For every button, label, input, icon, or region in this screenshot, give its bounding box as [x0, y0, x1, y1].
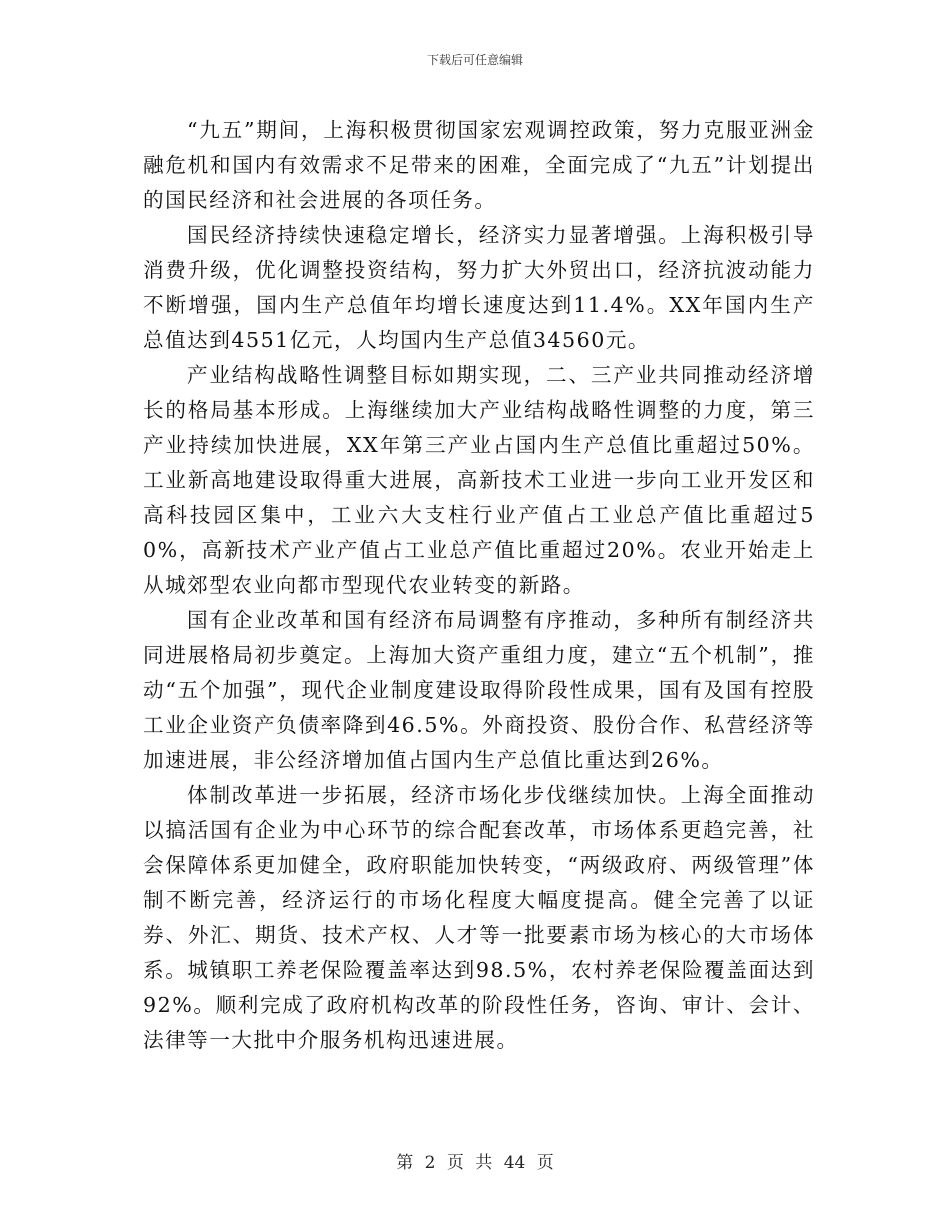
- paragraph: 体制改革进一步拓展，经济市场化步伐继续加快。上海全面推动以搞活国有企业为中心环节的综合配套改革，市场体系更趋完善，社会保障体系更加健全，政府职能加快转变，“两级政府、两级管理”体制不断完善，经济运行的市场化程度大幅度提高。健全完善了以证券、外汇、期货、技术产权、人才等一批要素市场为核心的大市场体系。城镇职工养老保险覆盖率达到98.5%，农村养老保险覆盖面达到92%。顺利完成了政府机构改革的阶段性任务，咨询、审计、会计、法律等一大批中介服务机构迅速进展。: [143, 783, 815, 1052]
- paragraph: 国民经济持续快速稳定增长，经济实力显著增强。上海积极引导消费升级，优化调整投资结构，努力扩大外贸出口，经济抗波动能力不断增强，国内生产总值年均增长速度达到11.4%。XX年国内生产总值达到4551亿元，人均国内生产总值34560元。: [143, 223, 815, 352]
- paragraph: “九五”期间，上海积极贯彻国家宏观调控政策，努力克服亚洲金融危机和国内有效需求不足带来的困难，全面完成了“九五”计划提出的国民经济和社会进展的各项任务。: [143, 118, 815, 212]
- document-body: [143, 113, 815, 1058]
- paragraph: 国有企业改革和国有经济布局调整有序推动，多种所有制经济共同进展格局初步奠定。上海加大资产重组力度，建立“五个机制”，推动“五个加强”，现代企业制度建设取得阶段性成果，国有及国有控股工业企业资产负债率降到46.5%。外商投资、股份合作、私营经济等加速进展，非公经济增加值占国内生产总值比重达到26%。: [143, 608, 815, 772]
- page-number: 第 2 页 共 44 页: [396, 1153, 554, 1173]
- paragraph: 产业结构战略性调整目标如期实现，二、三产业共同推动经济增长的格局基本形成。上海继续加大产业结构战略性调整的力度，第三产业持续加快进展，XX年第三产业占国内生产总值比重超过50%。工业新高地建设取得重大进展，高新技术工业进一步向工业开发区和高科技园区集中，工业六大支柱行业产值占工业总产值比重超过50%，高新技术产业产值占工业总产值比重超过20%。农业开始走上从城郊型农业向都市型现代农业转变的新路。: [143, 363, 815, 597]
- page-header: 下载后可任意编辑: [426, 53, 523, 67]
